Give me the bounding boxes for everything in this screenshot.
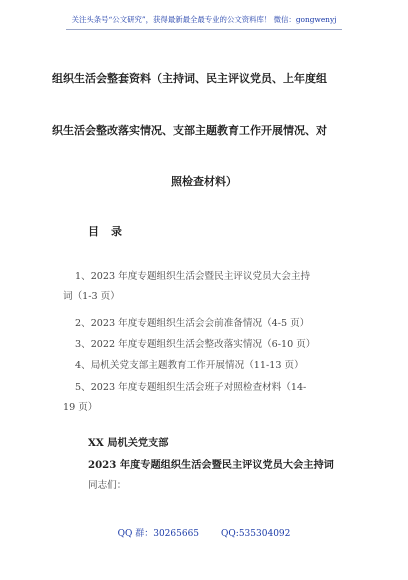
toc-item-1-line-1: 1、2023 年度专题组织生活会暨民主评议党员大会主持 (75, 271, 311, 282)
toc-heading-char-1: 目 (88, 225, 99, 238)
page-header (0, 0, 408, 40)
toc-item-4-line-1: 4、局机关党支部主题教育工作开展情况（11-13 页） (75, 360, 304, 371)
toc-heading-char-2: 录 (111, 225, 122, 238)
toc-item-1-line-2: 词（1-3 页） (63, 291, 120, 302)
toc-item-4 (75, 356, 365, 376)
toc-item-1 (63, 267, 365, 307)
toc-item-5 (63, 378, 365, 418)
greeting: 同志们： (88, 480, 127, 491)
toc-item-5-line-1: 5、2023 年度专题组织生活会班子对照检查材料（14- (75, 382, 307, 393)
toc-item-3-line-1: 3、2022 年度专题组织生活会整改落实情况（6-10 页） (75, 339, 316, 350)
header-notice: 关注头条号“公文研究”，获得最新最全最专业的公文资料库！ 微信：gongwenyj (71, 15, 337, 24)
footer-qq-group: QQ 群：30265665 (117, 529, 200, 539)
doc-title-line-3: 照检查材料） (171, 175, 237, 188)
toc-heading (88, 223, 122, 239)
doc-title-line-2: 织生活会整改落实情况、支部主题教育工作开展情况、对 (52, 124, 327, 137)
org-name: XX 局机关党支部 (88, 437, 169, 449)
doc-title-line-1: 组织生活会整套资料（主持词、民主评议党员、上年度组 (52, 72, 327, 85)
footer-qq: QQ:535304092 (221, 529, 291, 539)
header-rule (66, 29, 342, 30)
toc-item-2-line-1: 2、2023 年度专题组织生活会会前准备情况（4-5 页） (75, 318, 310, 329)
toc-item-2 (75, 314, 365, 334)
speech-title: 2023 年度专题组织生活会暨民主评议党员大会主持词 (88, 459, 334, 471)
toc-item-5-line-2: 19 页） (63, 402, 98, 413)
toc-item-3 (75, 335, 365, 355)
page-footer (0, 526, 408, 539)
